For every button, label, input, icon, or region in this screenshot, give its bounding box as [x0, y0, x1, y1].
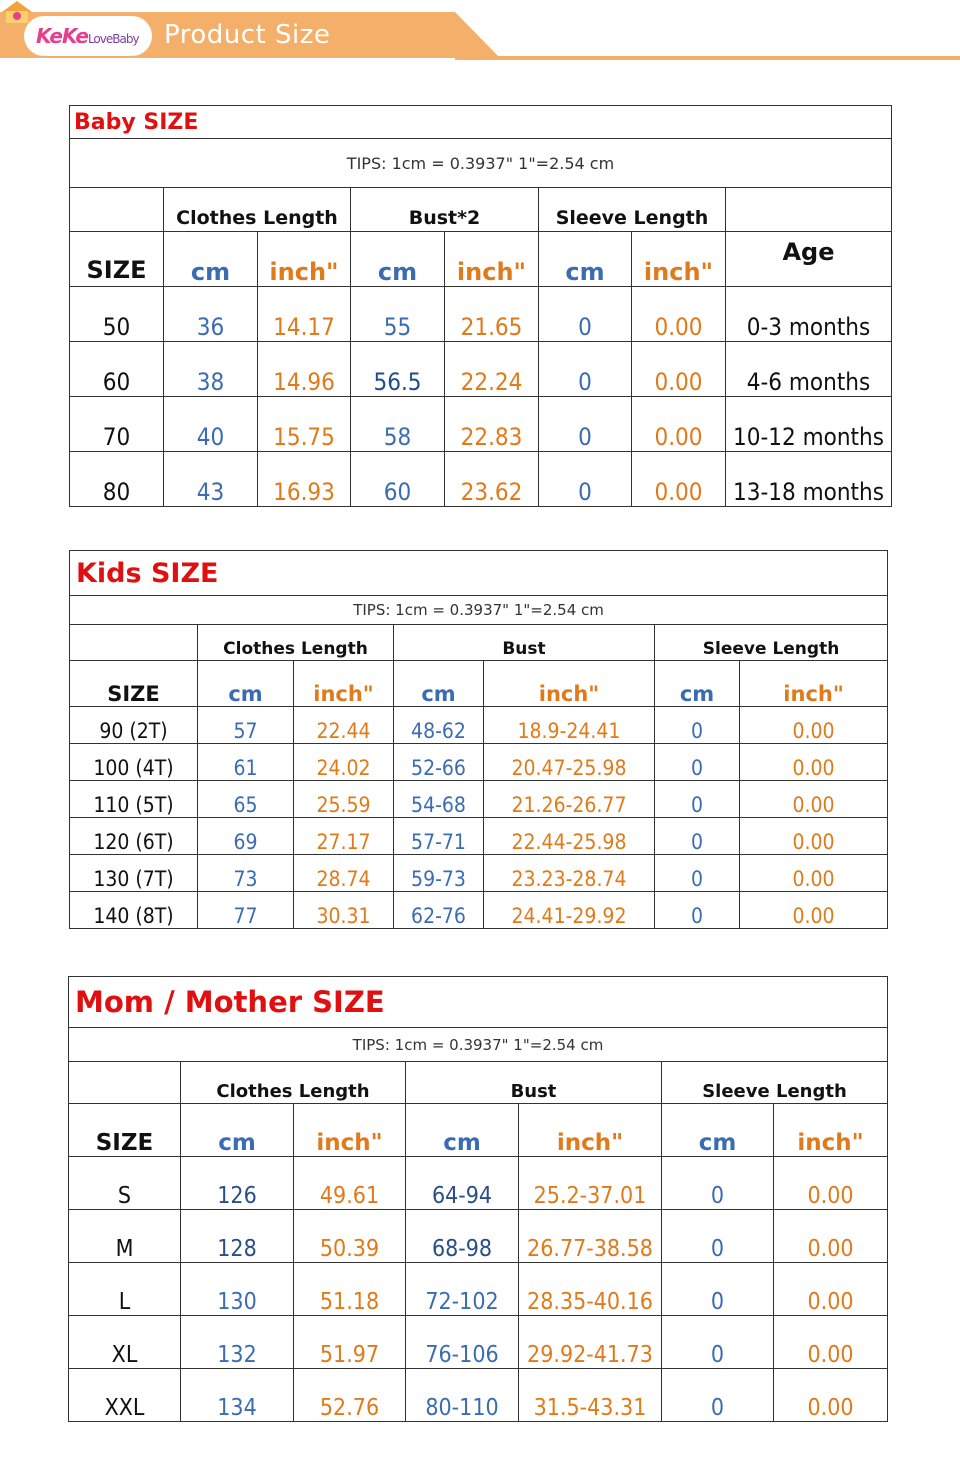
baby-cell-b-in: 21.65 — [445, 287, 539, 342]
baby-cell-cl-cm: 43 — [164, 452, 258, 507]
kids-cl-inch-header: inch" — [294, 661, 394, 707]
kids-cell-cl-in: 28.74 — [294, 855, 394, 892]
kids-cell-size: 90 (2T) — [70, 707, 198, 744]
baby-cell-b-in: 23.62 — [445, 452, 539, 507]
mom-group-sleeve-length: Sleeve Length — [662, 1062, 888, 1104]
mom-table-row — [69, 1369, 888, 1422]
mom-cell-s-cm: 0 — [662, 1316, 774, 1369]
kids-cell-cl-cm: 65 — [198, 781, 294, 818]
mom-cell-b-in: 26.77-38.58 — [519, 1210, 662, 1263]
kids-cell-b-cm: 54-68 — [394, 781, 484, 818]
baby-group-sleeve-length: Sleeve Length — [539, 188, 726, 232]
kids-cell-b-cm: 57-71 — [394, 818, 484, 855]
mom-cell-s-in: 0.00 — [774, 1316, 888, 1369]
baby-cell-cl-in: 15.75 — [258, 397, 351, 452]
baby-table-row — [70, 397, 892, 452]
mom-table-row — [69, 1316, 888, 1369]
kids-cell-s-cm: 0 — [655, 892, 740, 929]
baby-bust-inch-header: inch" — [445, 232, 539, 287]
mom-cell-s-in: 0.00 — [774, 1263, 888, 1316]
mom-cell-size: XXL — [69, 1369, 181, 1422]
mom-cell-b-in: 31.5-43.31 — [519, 1369, 662, 1422]
mom-cell-size: XL — [69, 1316, 181, 1369]
mom-cell-b-cm: 80-110 — [406, 1369, 519, 1422]
mom-cell-s-in: 0.00 — [774, 1157, 888, 1210]
baby-cell-b-in: 22.83 — [445, 397, 539, 452]
baby-size-header: SIZE — [70, 232, 164, 287]
kids-cell-s-in: 0.00 — [740, 781, 888, 818]
mom-cell-b-in: 25.2-37.01 — [519, 1157, 662, 1210]
kids-table-row — [70, 781, 888, 818]
kids-cell-s-cm: 0 — [655, 781, 740, 818]
mom-bust-inch-header: inch" — [519, 1104, 662, 1157]
mom-cell-cl-cm: 130 — [181, 1263, 294, 1316]
baby-cell-cl-in: 14.17 — [258, 287, 351, 342]
baby-cell-age: 0-3 months — [726, 287, 892, 342]
kids-cell-b-cm: 62-76 — [394, 892, 484, 929]
kids-cell-b-in: 20.47-25.98 — [484, 744, 655, 781]
baby-cell-age: 10-12 months — [726, 397, 892, 452]
mom-cl-cm-header: cm — [181, 1104, 294, 1157]
mom-cell-b-cm: 64-94 — [406, 1157, 519, 1210]
baby-cell-s-cm: 0 — [539, 397, 632, 452]
mom-cell-s-cm: 0 — [662, 1263, 774, 1316]
baby-cell-s-in: 0.00 — [632, 287, 726, 342]
kids-table-row — [70, 707, 888, 744]
baby-bust-cm-header: cm — [351, 232, 445, 287]
baby-group-clothes-length: Clothes Length — [164, 188, 351, 232]
kids-bust-cm-header: cm — [394, 661, 484, 707]
kids-sleeve-cm-header: cm — [655, 661, 740, 707]
baby-cell-s-cm: 0 — [539, 342, 632, 397]
baby-cell-b-in: 22.24 — [445, 342, 539, 397]
baby-cl-inch-header: inch" — [258, 232, 351, 287]
baby-sleeve-cm-header: cm — [539, 232, 632, 287]
baby-cell-s-cm: 0 — [539, 287, 632, 342]
mom-cell-cl-cm: 126 — [181, 1157, 294, 1210]
kids-cell-cl-cm: 73 — [198, 855, 294, 892]
mom-table-row — [69, 1210, 888, 1263]
mom-table-title: Mom / Mother SIZE — [69, 977, 888, 1028]
mom-cell-size: L — [69, 1263, 181, 1316]
baby-cell-cl-cm: 38 — [164, 342, 258, 397]
baby-cell-size: 80 — [70, 452, 164, 507]
kids-cell-b-cm: 59-73 — [394, 855, 484, 892]
mom-cell-cl-cm: 132 — [181, 1316, 294, 1369]
kids-cell-cl-in: 22.44 — [294, 707, 394, 744]
page-title: Product Size — [164, 20, 331, 50]
kids-cell-cl-cm: 61 — [198, 744, 294, 781]
kids-cell-cl-in: 27.17 — [294, 818, 394, 855]
mom-table-row — [69, 1263, 888, 1316]
mom-cell-cl-cm: 128 — [181, 1210, 294, 1263]
kids-cell-cl-in: 30.31 — [294, 892, 394, 929]
baby-cell-s-in: 0.00 — [632, 397, 726, 452]
mom-group-clothes-length: Clothes Length — [181, 1062, 406, 1104]
kids-cell-b-cm: 52-66 — [394, 744, 484, 781]
kids-cell-cl-cm: 77 — [198, 892, 294, 929]
baby-cell-cl-in: 16.93 — [258, 452, 351, 507]
kids-cell-s-in: 0.00 — [740, 744, 888, 781]
baby-size-table — [69, 105, 892, 507]
mom-cell-cl-cm: 134 — [181, 1369, 294, 1422]
baby-cell-b-cm: 56.5 — [351, 342, 445, 397]
mom-cell-cl-in: 51.97 — [294, 1316, 406, 1369]
mom-cell-s-cm: 0 — [662, 1210, 774, 1263]
house-icon — [0, 0, 34, 24]
kids-cell-s-cm: 0 — [655, 707, 740, 744]
baby-blank-header-age — [726, 188, 892, 232]
baby-blank-header — [70, 188, 164, 232]
kids-tips: TIPS: 1cm = 0.3937" 1"=2.54 cm — [70, 596, 888, 625]
baby-cell-b-cm: 60 — [351, 452, 445, 507]
kids-table-row — [70, 855, 888, 892]
kids-cell-s-cm: 0 — [655, 744, 740, 781]
mom-cell-s-cm: 0 — [662, 1157, 774, 1210]
mom-table-row — [69, 1157, 888, 1210]
kids-cell-size: 140 (8T) — [70, 892, 198, 929]
baby-cell-size: 70 — [70, 397, 164, 452]
mom-cl-inch-header: inch" — [294, 1104, 406, 1157]
kids-cell-b-in: 23.23-28.74 — [484, 855, 655, 892]
baby-cell-cl-cm: 40 — [164, 397, 258, 452]
kids-cl-cm-header: cm — [198, 661, 294, 707]
logo: KeKeLoveBaby — [36, 24, 139, 48]
mom-cell-cl-in: 52.76 — [294, 1369, 406, 1422]
baby-cell-b-cm: 55 — [351, 287, 445, 342]
kids-cell-cl-in: 24.02 — [294, 744, 394, 781]
baby-cell-b-cm: 58 — [351, 397, 445, 452]
mom-cell-b-cm: 76-106 — [406, 1316, 519, 1369]
baby-group-bust: Bust*2 — [351, 188, 539, 232]
baby-cell-age: 13-18 months — [726, 452, 892, 507]
kids-cell-size: 120 (6T) — [70, 818, 198, 855]
header-banner — [0, 0, 960, 62]
kids-cell-b-in: 21.26-26.77 — [484, 781, 655, 818]
mom-size-table — [68, 976, 888, 1422]
kids-cell-size: 130 (7T) — [70, 855, 198, 892]
mom-sleeve-inch-header: inch" — [774, 1104, 888, 1157]
mom-cell-cl-in: 51.18 — [294, 1263, 406, 1316]
baby-sleeve-inch-header: inch" — [632, 232, 726, 287]
baby-cell-size: 60 — [70, 342, 164, 397]
baby-age-header: Age — [726, 232, 892, 287]
kids-cell-cl-cm: 57 — [198, 707, 294, 744]
mom-cell-cl-in: 49.61 — [294, 1157, 406, 1210]
kids-table-row — [70, 818, 888, 855]
kids-group-clothes-length: Clothes Length — [198, 625, 394, 661]
baby-tips: TIPS: 1cm = 0.3937" 1"=2.54 cm — [70, 139, 892, 188]
mom-cell-s-cm: 0 — [662, 1369, 774, 1422]
kids-size-header: SIZE — [70, 661, 198, 707]
mom-cell-size: S — [69, 1157, 181, 1210]
mom-size-header: SIZE — [69, 1104, 181, 1157]
baby-table-title: Baby SIZE — [70, 106, 892, 139]
kids-cell-s-in: 0.00 — [740, 707, 888, 744]
mom-cell-b-cm: 72-102 — [406, 1263, 519, 1316]
mom-cell-b-in: 28.35-40.16 — [519, 1263, 662, 1316]
kids-cell-size: 110 (5T) — [70, 781, 198, 818]
baby-cell-s-in: 0.00 — [632, 342, 726, 397]
mom-bust-cm-header: cm — [406, 1104, 519, 1157]
mom-tips: TIPS: 1cm = 0.3937" 1"=2.54 cm — [69, 1028, 888, 1062]
kids-cell-b-in: 24.41-29.92 — [484, 892, 655, 929]
kids-cell-s-cm: 0 — [655, 818, 740, 855]
baby-cell-age: 4-6 months — [726, 342, 892, 397]
kids-table-row — [70, 892, 888, 929]
mom-cell-cl-in: 50.39 — [294, 1210, 406, 1263]
baby-cell-cl-cm: 36 — [164, 287, 258, 342]
mom-cell-b-in: 29.92-41.73 — [519, 1316, 662, 1369]
mom-sleeve-cm-header: cm — [662, 1104, 774, 1157]
baby-cell-s-in: 0.00 — [632, 452, 726, 507]
kids-cell-cl-cm: 69 — [198, 818, 294, 855]
mom-group-bust: Bust — [406, 1062, 662, 1104]
mom-cell-s-in: 0.00 — [774, 1369, 888, 1422]
kids-sleeve-inch-header: inch" — [740, 661, 888, 707]
kids-cell-size: 100 (4T) — [70, 744, 198, 781]
baby-cell-cl-in: 14.96 — [258, 342, 351, 397]
kids-cell-b-in: 22.44-25.98 — [484, 818, 655, 855]
kids-size-table — [69, 550, 888, 929]
kids-cell-s-in: 0.00 — [740, 855, 888, 892]
kids-bust-inch-header: inch" — [484, 661, 655, 707]
kids-cell-b-cm: 48-62 — [394, 707, 484, 744]
baby-table-row — [70, 452, 892, 507]
baby-cl-cm-header: cm — [164, 232, 258, 287]
mom-cell-b-cm: 68-98 — [406, 1210, 519, 1263]
baby-cell-s-cm: 0 — [539, 452, 632, 507]
kids-table-title: Kids SIZE — [70, 551, 888, 596]
baby-table-row — [70, 342, 892, 397]
kids-blank-header — [70, 625, 198, 661]
kids-group-bust: Bust — [394, 625, 655, 661]
kids-group-sleeve-length: Sleeve Length — [655, 625, 888, 661]
mom-cell-s-in: 0.00 — [774, 1210, 888, 1263]
baby-table-row — [70, 287, 892, 342]
kids-cell-s-in: 0.00 — [740, 892, 888, 929]
kids-cell-s-in: 0.00 — [740, 818, 888, 855]
mom-blank-header — [69, 1062, 181, 1104]
kids-cell-s-cm: 0 — [655, 855, 740, 892]
kids-table-row — [70, 744, 888, 781]
kids-cell-cl-in: 25.59 — [294, 781, 394, 818]
baby-cell-size: 50 — [70, 287, 164, 342]
mom-cell-size: M — [69, 1210, 181, 1263]
kids-cell-b-in: 18.9-24.41 — [484, 707, 655, 744]
